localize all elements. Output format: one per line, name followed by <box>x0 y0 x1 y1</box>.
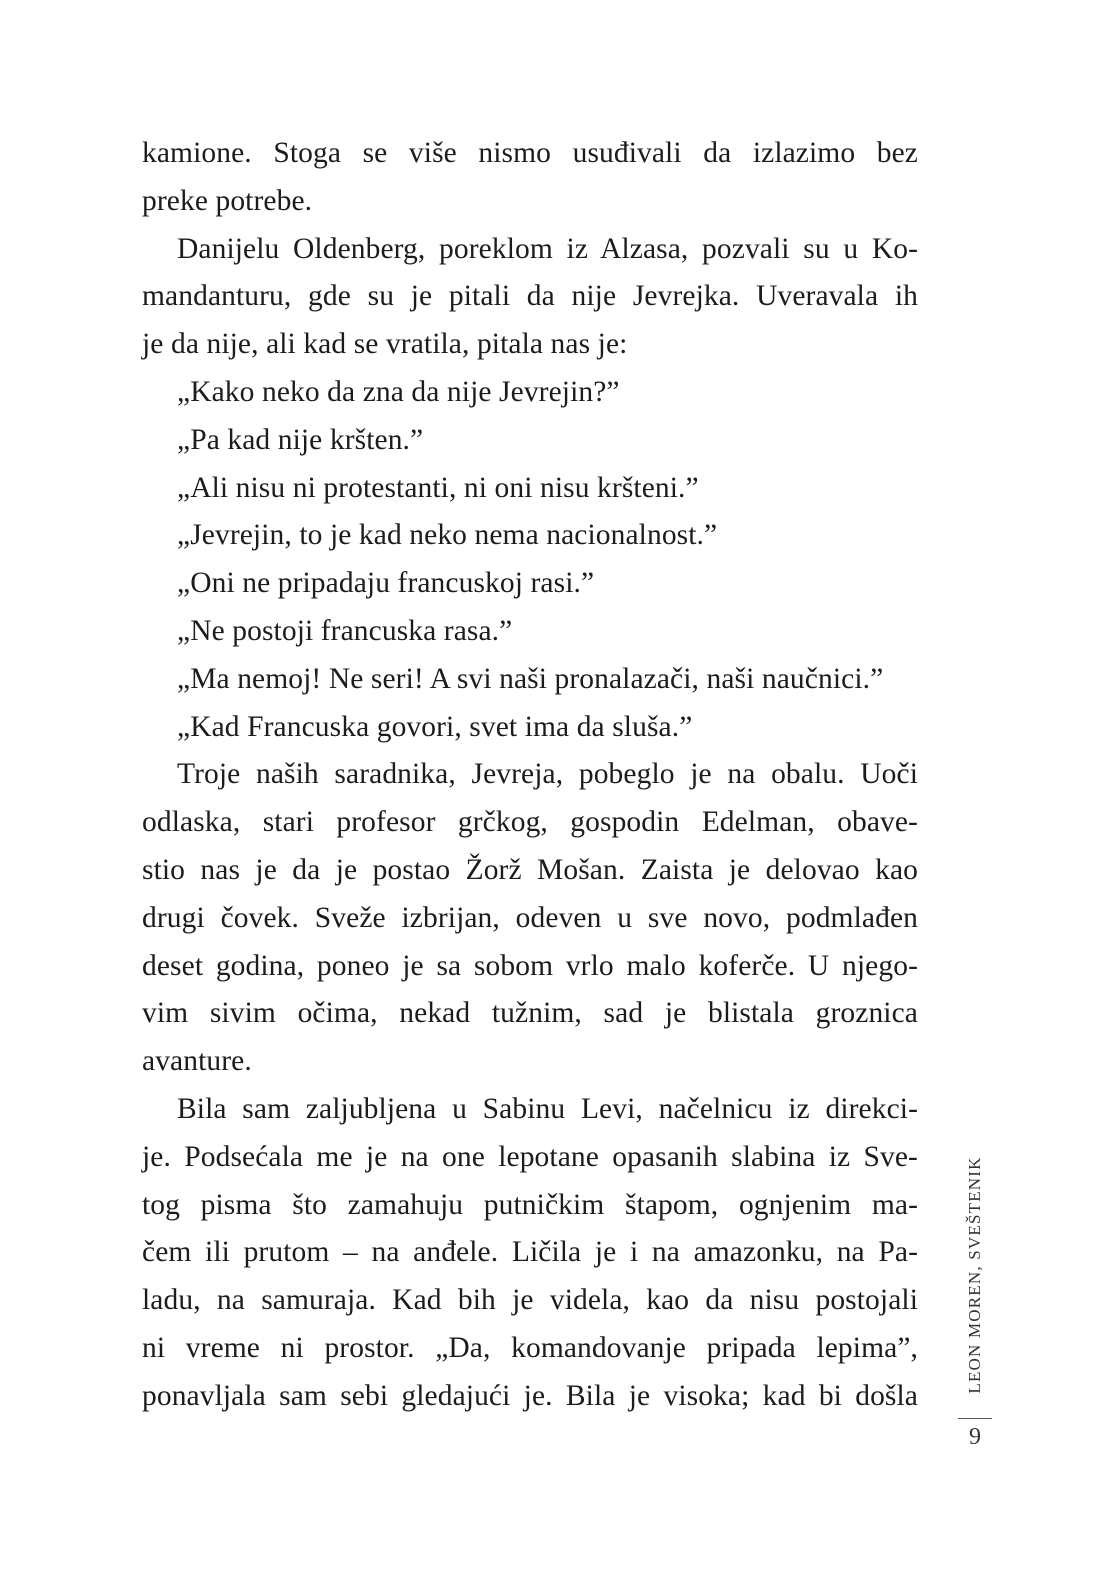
running-head-text: LEON MOREN, SVEŠTENIK <box>965 1156 984 1394</box>
text-line: „Ne postoji francuska rasa.” <box>177 614 513 647</box>
text-line: čem ili prutom – na anđele. Ličila je i na amazonku, na Pa- <box>142 1236 918 1269</box>
page-number: 9 <box>969 1424 981 1450</box>
text-line: Troje naših saradnika, Jevreja, pobeglo je na obalu. Uoči <box>177 758 918 791</box>
text-line: ponavljala sam sebi gledajući je. Bila je visoka; kad bi došla <box>142 1379 918 1412</box>
text-line: kamione. Stoga se više nismo usuđivali da izlazimo bez <box>142 137 918 169</box>
text-line: „Ma nemoj! Ne seri! A svi naši pronalazači, naši naučnici.” <box>177 662 884 695</box>
body-text <box>142 130 918 1421</box>
text-line: „Kako neko da zna da nije Jevrejin?” <box>177 375 620 408</box>
text-line: preke potrebe. <box>142 184 313 217</box>
text-line: Bila sam zaljubljena u Sabinu Levi, načelnicu iz direkci- <box>177 1092 918 1125</box>
text-line: mandanturu, gde su je pitali da nije Jevrejka. Uveravala ih <box>142 280 918 313</box>
text-line: „Pa kad nije kršten.” <box>177 423 424 456</box>
text-line: avanture. <box>142 1045 252 1078</box>
text-line: stio nas je da je postao Žorž Mošan. Zaista je delovao kao <box>142 853 918 886</box>
running-head <box>955 1140 995 1410</box>
folio-rule <box>958 1418 992 1419</box>
text-line: drugi čovek. Sveže izbrijan, odeven u sve novo, podmlađen <box>142 901 918 934</box>
text-line: „Jevrejin, to je kad neko nema nacionalnost.” <box>177 519 718 552</box>
text-line: tog pisma što zamahuju putničkim štapom, ognjenim ma- <box>142 1188 918 1221</box>
text-line: „Kad Francuska govori, svet ima da sluša.” <box>177 710 693 743</box>
text-line: odlaska, stari profesor grčkog, gospodin Edelman, obave- <box>142 806 918 839</box>
text-line: „Ali nisu ni protestanti, ni oni nisu kršteni.” <box>177 471 699 504</box>
text-line: vim sivim očima, nekad tužnim, sad je blistala groznica <box>142 997 918 1030</box>
text-line: deset godina, poneo je sa sobom vrlo malo koferče. U njego- <box>142 949 918 982</box>
text-line: Danijelu Oldenberg, poreklom iz Alzasa, pozvali su u Ko- <box>177 232 918 265</box>
text-line: „Oni ne pripadaju francuskoj rasi.” <box>177 567 595 600</box>
text-line: ladu, na samuraja. Kad bih je videla, kao da nisu postojali <box>142 1284 918 1317</box>
text-line: je da nije, ali kad se vratila, pitala nas je: <box>142 328 628 361</box>
text-line: je. Podsećala me je na one lepotane opasanih slabina iz Sve- <box>142 1140 918 1173</box>
text-line: ni vreme ni prostor. „Da, komandovanje pripada lepima”, <box>142 1331 918 1364</box>
